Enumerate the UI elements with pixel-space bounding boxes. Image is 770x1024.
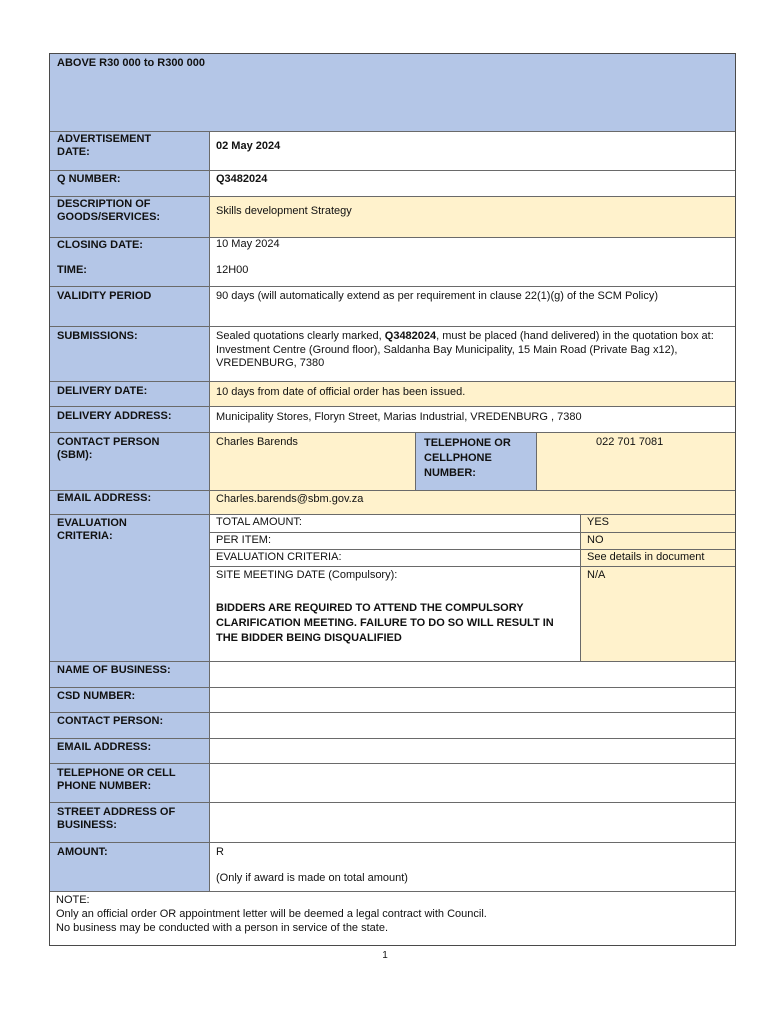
evaluation-value-criteria: See details in document (587, 551, 705, 563)
q-number-value: Q3482024 (216, 173, 268, 185)
note-line-2: No business may be conducted with a person in service of the state. (56, 922, 389, 934)
delivery-address-value: Municipality Stores, Floryn Street, Marias Industrial, VREDENBURG , 7380 (216, 411, 582, 423)
closing-date-label: CLOSING DATE: (57, 239, 143, 251)
evaluation-item-per-item: PER ITEM: (216, 534, 272, 546)
evaluation-value-site-meeting: N/A (587, 569, 606, 581)
advertisement-date-value: 02 May 2024 (216, 140, 281, 152)
page-number: 1 (382, 950, 388, 961)
bidder-phone-label: TELEPHONE OR CELL PHONE NUMBER: (57, 767, 176, 792)
evaluation-item-criteria: EVALUATION CRITERIA: (216, 551, 342, 563)
telephone-label: TELEPHONE OR CELLPHONE NUMBER: (424, 437, 511, 479)
advertisement-date-label: ADVERTISEMENT DATE: (57, 133, 152, 158)
delivery-address-label: DELIVERY ADDRESS: (57, 410, 172, 422)
evaluation-value-per-item: NO (587, 534, 604, 546)
validity-value: 90 days (will automatically extend as per requirement in clause 22(1)(g) of the SCM Policy) (216, 290, 659, 302)
evaluation-value-total: YES (587, 516, 610, 528)
street-address-label: STREET ADDRESS OF BUSINESS: (57, 806, 176, 831)
header-title: ABOVE R30 000 to R300 000 (57, 57, 205, 69)
bidder-email-label: EMAIL ADDRESS: (57, 741, 152, 753)
q-number-label: Q NUMBER: (57, 173, 121, 185)
time-label: TIME: (57, 264, 87, 276)
email-value: Charles.barends@sbm.gov.za (216, 493, 364, 505)
bidder-contact-label: CONTACT PERSON: (57, 715, 164, 727)
amount-label: AMOUNT: (57, 846, 108, 858)
contact-person-label: CONTACT PERSON (SBM): (57, 436, 160, 461)
note-title: NOTE: (56, 894, 90, 906)
time-value: 12H00 (216, 264, 249, 276)
business-name-label: NAME OF BUSINESS: (57, 664, 171, 676)
validity-label: VALIDITY PERIOD (57, 290, 152, 302)
evaluation-label: EVALUATION CRITERIA: (57, 517, 127, 542)
amount-note: (Only if award is made on total amount) (216, 872, 408, 884)
evaluation-no-bg (581, 533, 735, 549)
email-label: EMAIL ADDRESS: (57, 492, 152, 504)
closing-date-value: 10 May 2024 (216, 238, 280, 250)
submissions-q-number: Q3482024 (384, 330, 437, 342)
description-label: DESCRIPTION OF GOODS/SERVICES: (57, 198, 161, 223)
note-line-1: Only an official order OR appointment letter will be deemed a legal contract with Council. (56, 908, 487, 920)
delivery-date-value: 10 days from date of official order has been issued. (216, 386, 466, 398)
evaluation-warning: BIDDERS ARE REQUIRED TO ATTEND THE COMPULSORY CLARIFICATION MEETING. FAILURE TO DO SO WILL RESULT IN THE BIDDER BEING DISQUALIFIED (216, 602, 554, 644)
submissions-suffix: , must be placed (hand delivered) in the quotation box at: Investment Centre (Ground floor), Saldanha Bay Municipality, 15 Main Road (Private Bag x12), VREDENBURG, 7380 (216, 330, 714, 369)
tender-form (49, 53, 736, 946)
telephone-value: 022 701 7081 (596, 436, 664, 448)
amount-prefix: R (216, 846, 224, 858)
submissions-label: SUBMISSIONS: (57, 330, 138, 342)
contact-name-value: Charles Barends (216, 436, 298, 448)
evaluation-item-total: TOTAL AMOUNT: (216, 516, 302, 528)
delivery-date-label: DELIVERY DATE: (57, 385, 148, 397)
submissions-value (216, 330, 731, 371)
submissions-prefix: Sealed quotations clearly marked, (216, 330, 385, 342)
csd-number-label: CSD NUMBER: (57, 690, 136, 702)
description-value: Skills development Strategy (216, 205, 352, 217)
evaluation-item-site-meeting: SITE MEETING DATE (Compulsory): (216, 569, 398, 581)
